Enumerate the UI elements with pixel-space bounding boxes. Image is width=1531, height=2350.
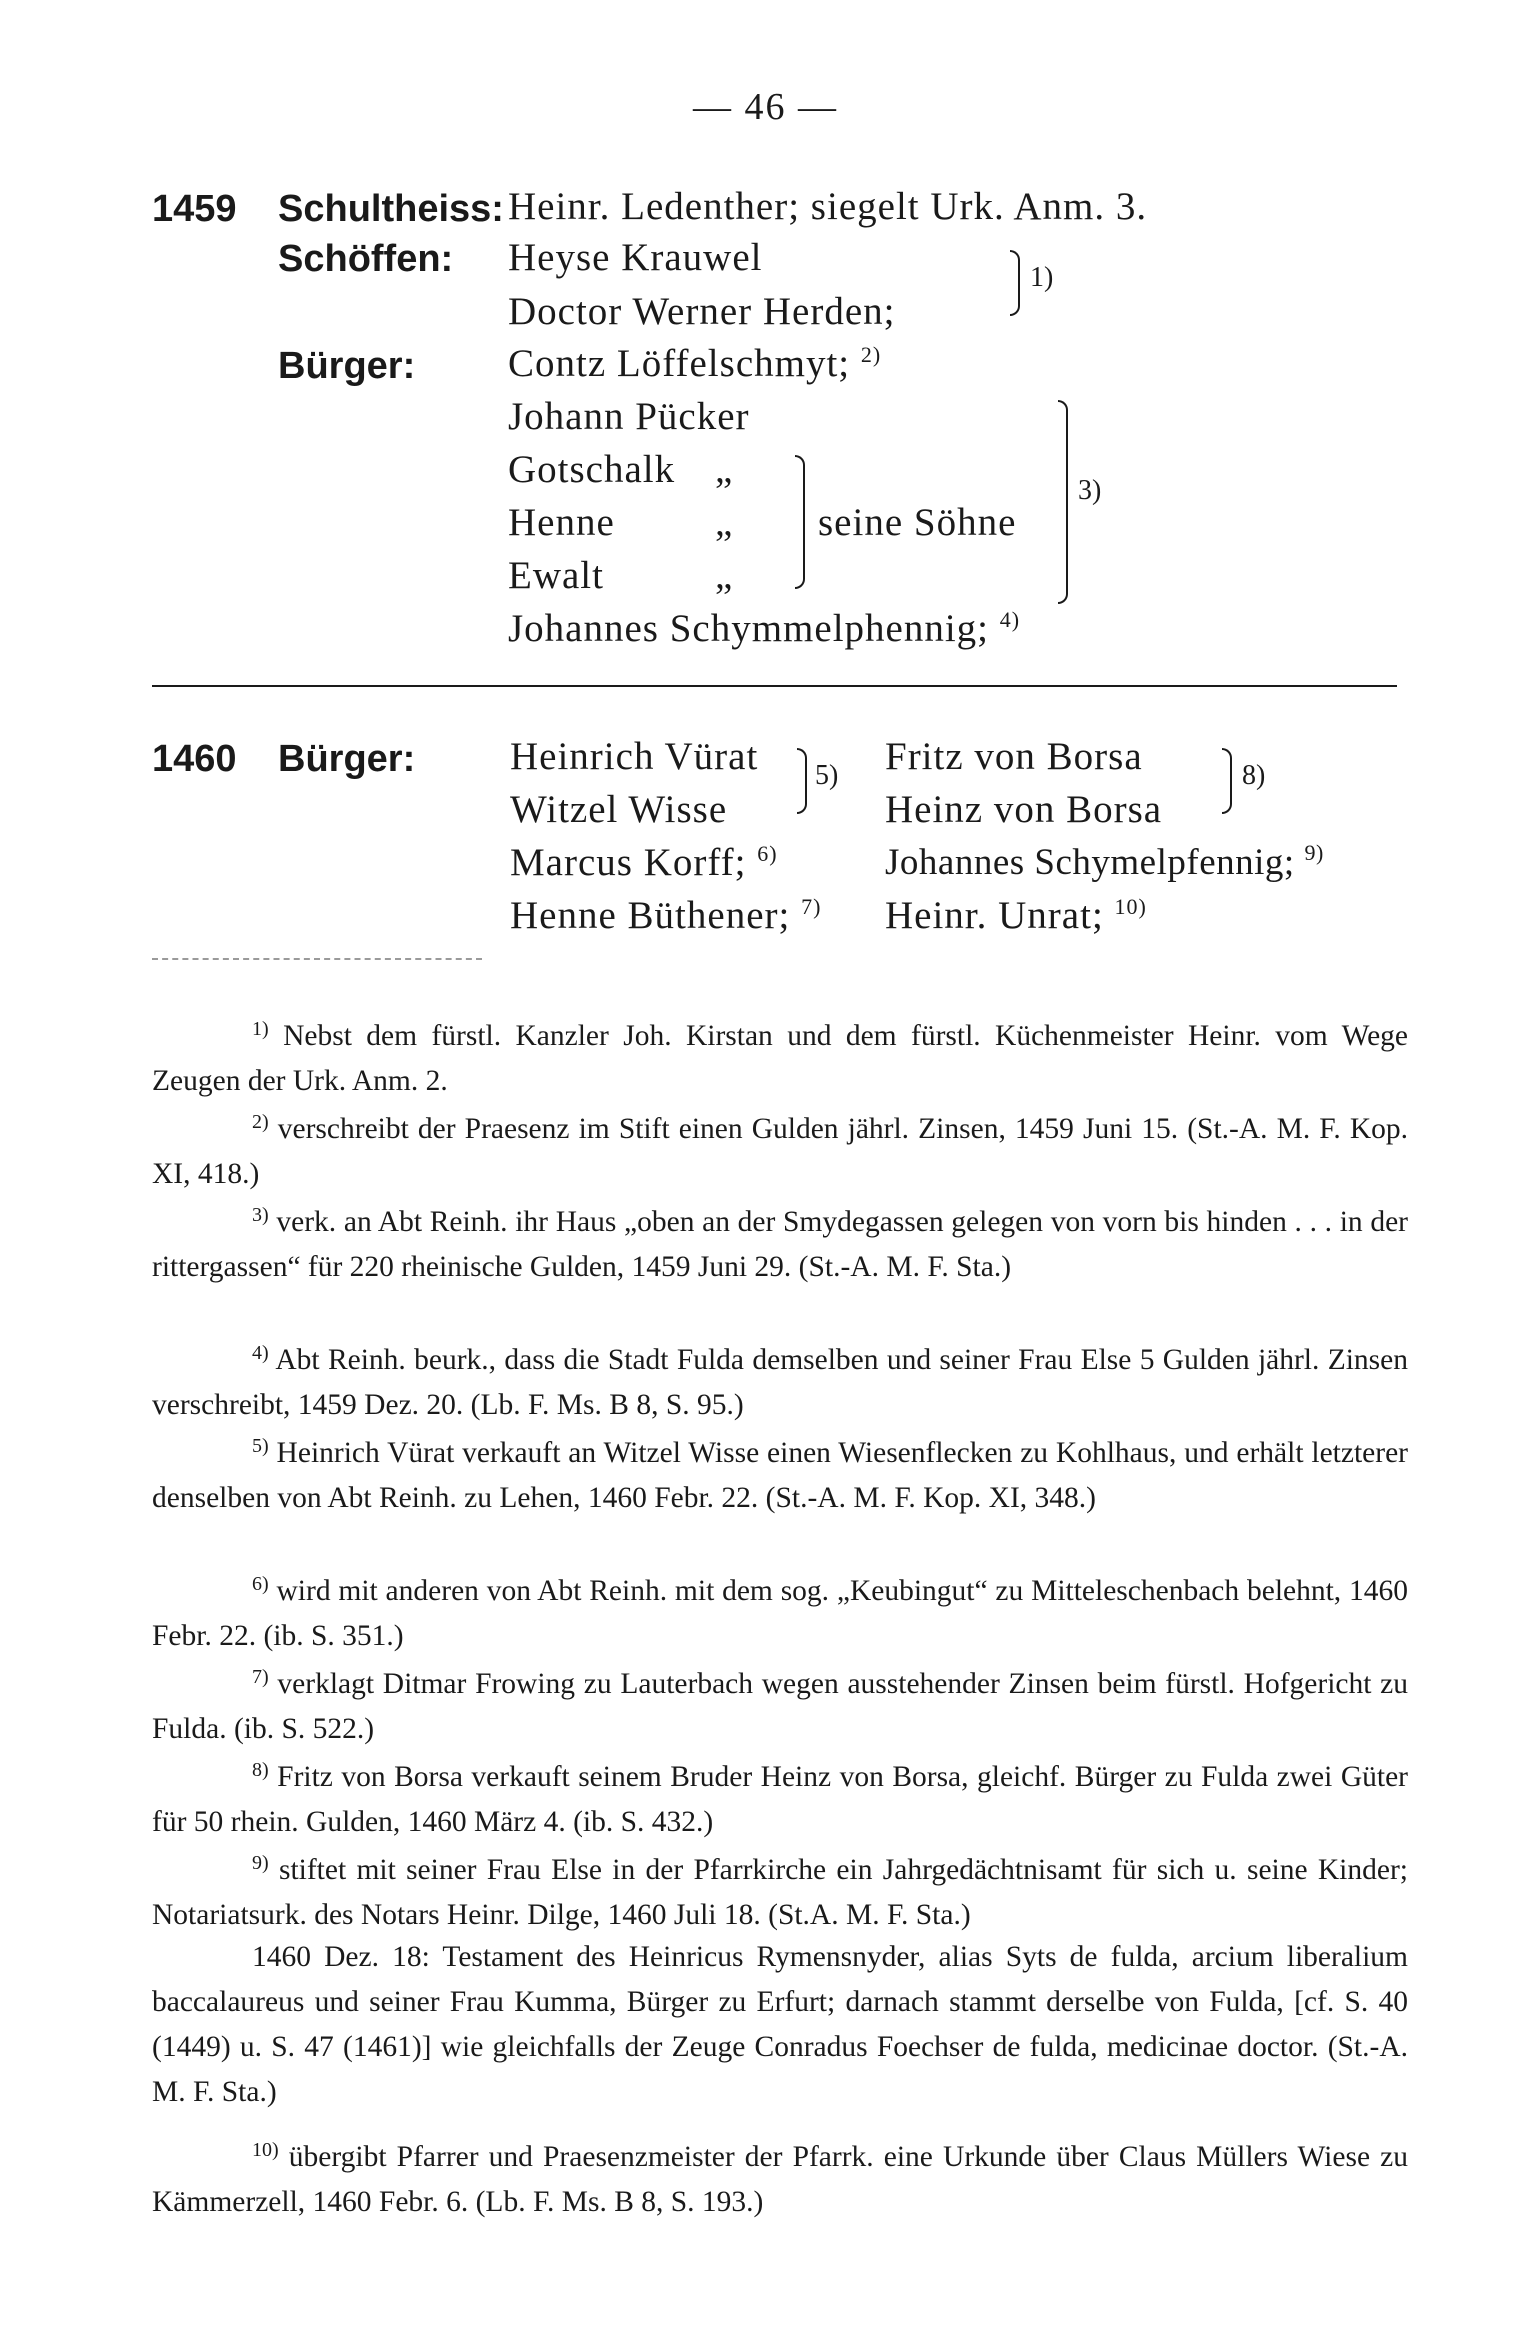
ditto-mark: „ (715, 448, 734, 491)
schoeffe-name: Heyse Krauwel (508, 236, 763, 279)
footnote-separator (152, 958, 482, 960)
buerger-name: Fritz von Borsa (885, 735, 1143, 778)
footnote-mark: 1) (252, 1018, 269, 1040)
footnote-ref: 8) (1242, 760, 1266, 791)
year-1459: 1459 (152, 188, 237, 230)
buerger-label: Bürger: (278, 738, 416, 780)
footnote-mark: 7) (252, 1666, 269, 1688)
ditto-mark: „ (715, 554, 734, 597)
brace (797, 748, 807, 814)
buerger-name (508, 606, 1020, 651)
footnote-text: Fritz von Borsa verkauft seinem Bruder Heinz von Borsa, gleichf. Bürger zu Fulda zwei Güter für 50 rhein. Gulden, 1460 März 4. (ib. S. 432.) (152, 1761, 1408, 1838)
buerger-label: Bürger: (278, 345, 416, 387)
schoeffe-name: Doctor Werner Herden; (508, 290, 896, 333)
buerger-name: Witzel Wisse (510, 788, 728, 831)
buerger-name: Heinrich Vürat (510, 735, 759, 778)
footnote-ref: 9) (1304, 840, 1324, 865)
footnote-text: Nebst dem fürstl. Kanzler Joh. Kirstan und dem fürstl. Küchenmeister Heinr. vom Wege Zeugen der Urk. Anm. 2. (152, 1020, 1409, 1097)
footnote-ref: 7) (801, 894, 822, 919)
brace (795, 455, 805, 589)
footnote-text: 1460 Dez. 18: Testament des Heinricus Rymensnyder, alias Syts de fulda, arcium liberalium baccalaureus und seiner Frau Kumma, Bürger zu Erfurt; darnach stammt derselbe von Fulda, [cf. S. 40 (1449) u. S. 47 (1461)] wie gleichfalls der Zeuge Conradus Foechser de fulda, medicinae doctor. (St.-A. M. F. Sta.) (152, 1941, 1408, 2108)
footnote-mark: 8) (252, 1759, 269, 1781)
brace (1222, 748, 1232, 814)
footnote-mark: 2) (252, 1111, 269, 1133)
footnote-mark: 5) (252, 1435, 269, 1457)
schoeffen-label: Schöffen: (278, 238, 454, 280)
footnote-text: wird mit anderen von Abt Reinh. mit dem sog. „Keubingut“ zu Mitteleschenbach belehnt, 1460 Febr. 22. (ib. S. 351.) (152, 1575, 1408, 1652)
footnote (152, 1424, 1408, 1521)
page-number: — 46 — (693, 86, 838, 128)
footnote (152, 1655, 1408, 1752)
sons-label: seine Söhne (818, 501, 1017, 544)
footnote-mark: 9) (252, 1852, 269, 1874)
footnote-text: stiftet mit seiner Frau Else in der Pfarrkirche ein Jahrgedächtnisamt für sich u. seine Kinder; Notariatsurk. des Notars Heinr. Dilge, 1460 Juli 18. (St.A. M. F. Sta.) (152, 1854, 1408, 1931)
son-name: Ewalt (508, 554, 604, 597)
footnote (152, 1331, 1408, 1428)
footnote-text: übergibt Pfarrer und Praesenzmeister der Pfarrk. eine Urkunde über Claus Müllers Wiese zu Kämmerzell, 1460 Febr. 6. (Lb. F. Ms. B 8, S. 193.) (152, 2141, 1408, 2218)
footnote-ref: 1) (1030, 262, 1054, 293)
footnote-text: Abt Reinh. beurk., dass die Stadt Fulda demselben und seiner Frau Else 5 Gulden jährl. Zinsen verschreibt, 1459 Dez. 20. (Lb. F. Ms. B 8, S. 95.) (152, 1344, 1408, 1421)
footnote (152, 1007, 1408, 1104)
footnote-mark: 4) (252, 1342, 269, 1364)
buerger-name: Johann Pücker (508, 395, 750, 438)
footnote-ref: 6) (757, 841, 778, 866)
brace (1058, 400, 1068, 604)
footnote (152, 1841, 1408, 1938)
footnote-mark: 6) (252, 1573, 269, 1595)
buerger-name (885, 840, 1324, 884)
footnote (152, 1748, 1408, 1845)
footnote-text: verklagt Ditmar Frowing zu Lauterbach wegen ausstehender Zinsen beim fürstl. Hofgericht zu Fulda. (ib. S. 522.) (152, 1668, 1409, 1745)
footnote (152, 1562, 1408, 1659)
buerger-name (885, 893, 1147, 938)
section-rule (152, 685, 1397, 687)
buerger-name (508, 341, 881, 386)
footnote (152, 1100, 1408, 1197)
brace (1010, 250, 1020, 316)
buerger-name: Heinz von Borsa (885, 788, 1163, 831)
buerger-name-text: Heinr. Unrat; (885, 894, 1104, 937)
footnote-ref: 4) (999, 607, 1021, 632)
buerger-name-text: Henne Büthener; (510, 894, 791, 937)
schultheiss-text: Heinr. Ledenther; siegelt Urk. Anm. 3. (508, 185, 1148, 228)
buerger-name-text: Contz Löffelschmyt; (508, 342, 851, 385)
footnote-ref: 10) (1114, 894, 1147, 919)
footnote-text: verschreibt der Praesenz im Stift einen Gulden jährl. Zinsen, 1459 Juni 15. (St.-A. M. F. Kop. XI, 418.) (152, 1113, 1408, 1190)
year-1460: 1460 (152, 738, 237, 780)
footnote-ref: 5) (815, 760, 839, 791)
son-name: Gotschalk (508, 448, 676, 491)
footnote-text: verk. an Abt Reinh. ihr Haus „oben an der Smydegassen gelegen von vorn bis hinden . . . in der rittergassen“ für 220 rheinische Gulden, 1459 Juni 29. (St.-A. M. F. Sta.) (152, 1206, 1409, 1283)
footnote (152, 1935, 1408, 2115)
footnote (152, 1193, 1408, 1290)
buerger-name-text: Johannes Schymmelphennig; (508, 607, 990, 650)
footnote-mark: 10) (252, 2139, 279, 2161)
footnote-mark: 3) (252, 1204, 269, 1226)
footnote-text: Heinrich Vürat verkauft an Witzel Wisse einen Wiesenflecken zu Kohlhaus, und erhält letzterer denselben von Abt Reinh. zu Lehen, 1460 Febr. 22. (St.-A. M. F. Kop. XI, 348.) (152, 1437, 1408, 1514)
footnote-ref: 2) (860, 342, 882, 367)
buerger-name (510, 840, 778, 885)
ditto-mark: „ (715, 501, 734, 544)
schultheiss-label: Schultheiss: (278, 188, 504, 230)
buerger-name (510, 893, 821, 938)
buerger-name-text: Marcus Korff; (510, 841, 747, 884)
footnote (152, 2128, 1408, 2225)
buerger-name-text: Johannes Schymelpfennig; (885, 842, 1295, 883)
son-name: Henne (508, 501, 615, 544)
footnote-ref: 3) (1078, 475, 1102, 506)
